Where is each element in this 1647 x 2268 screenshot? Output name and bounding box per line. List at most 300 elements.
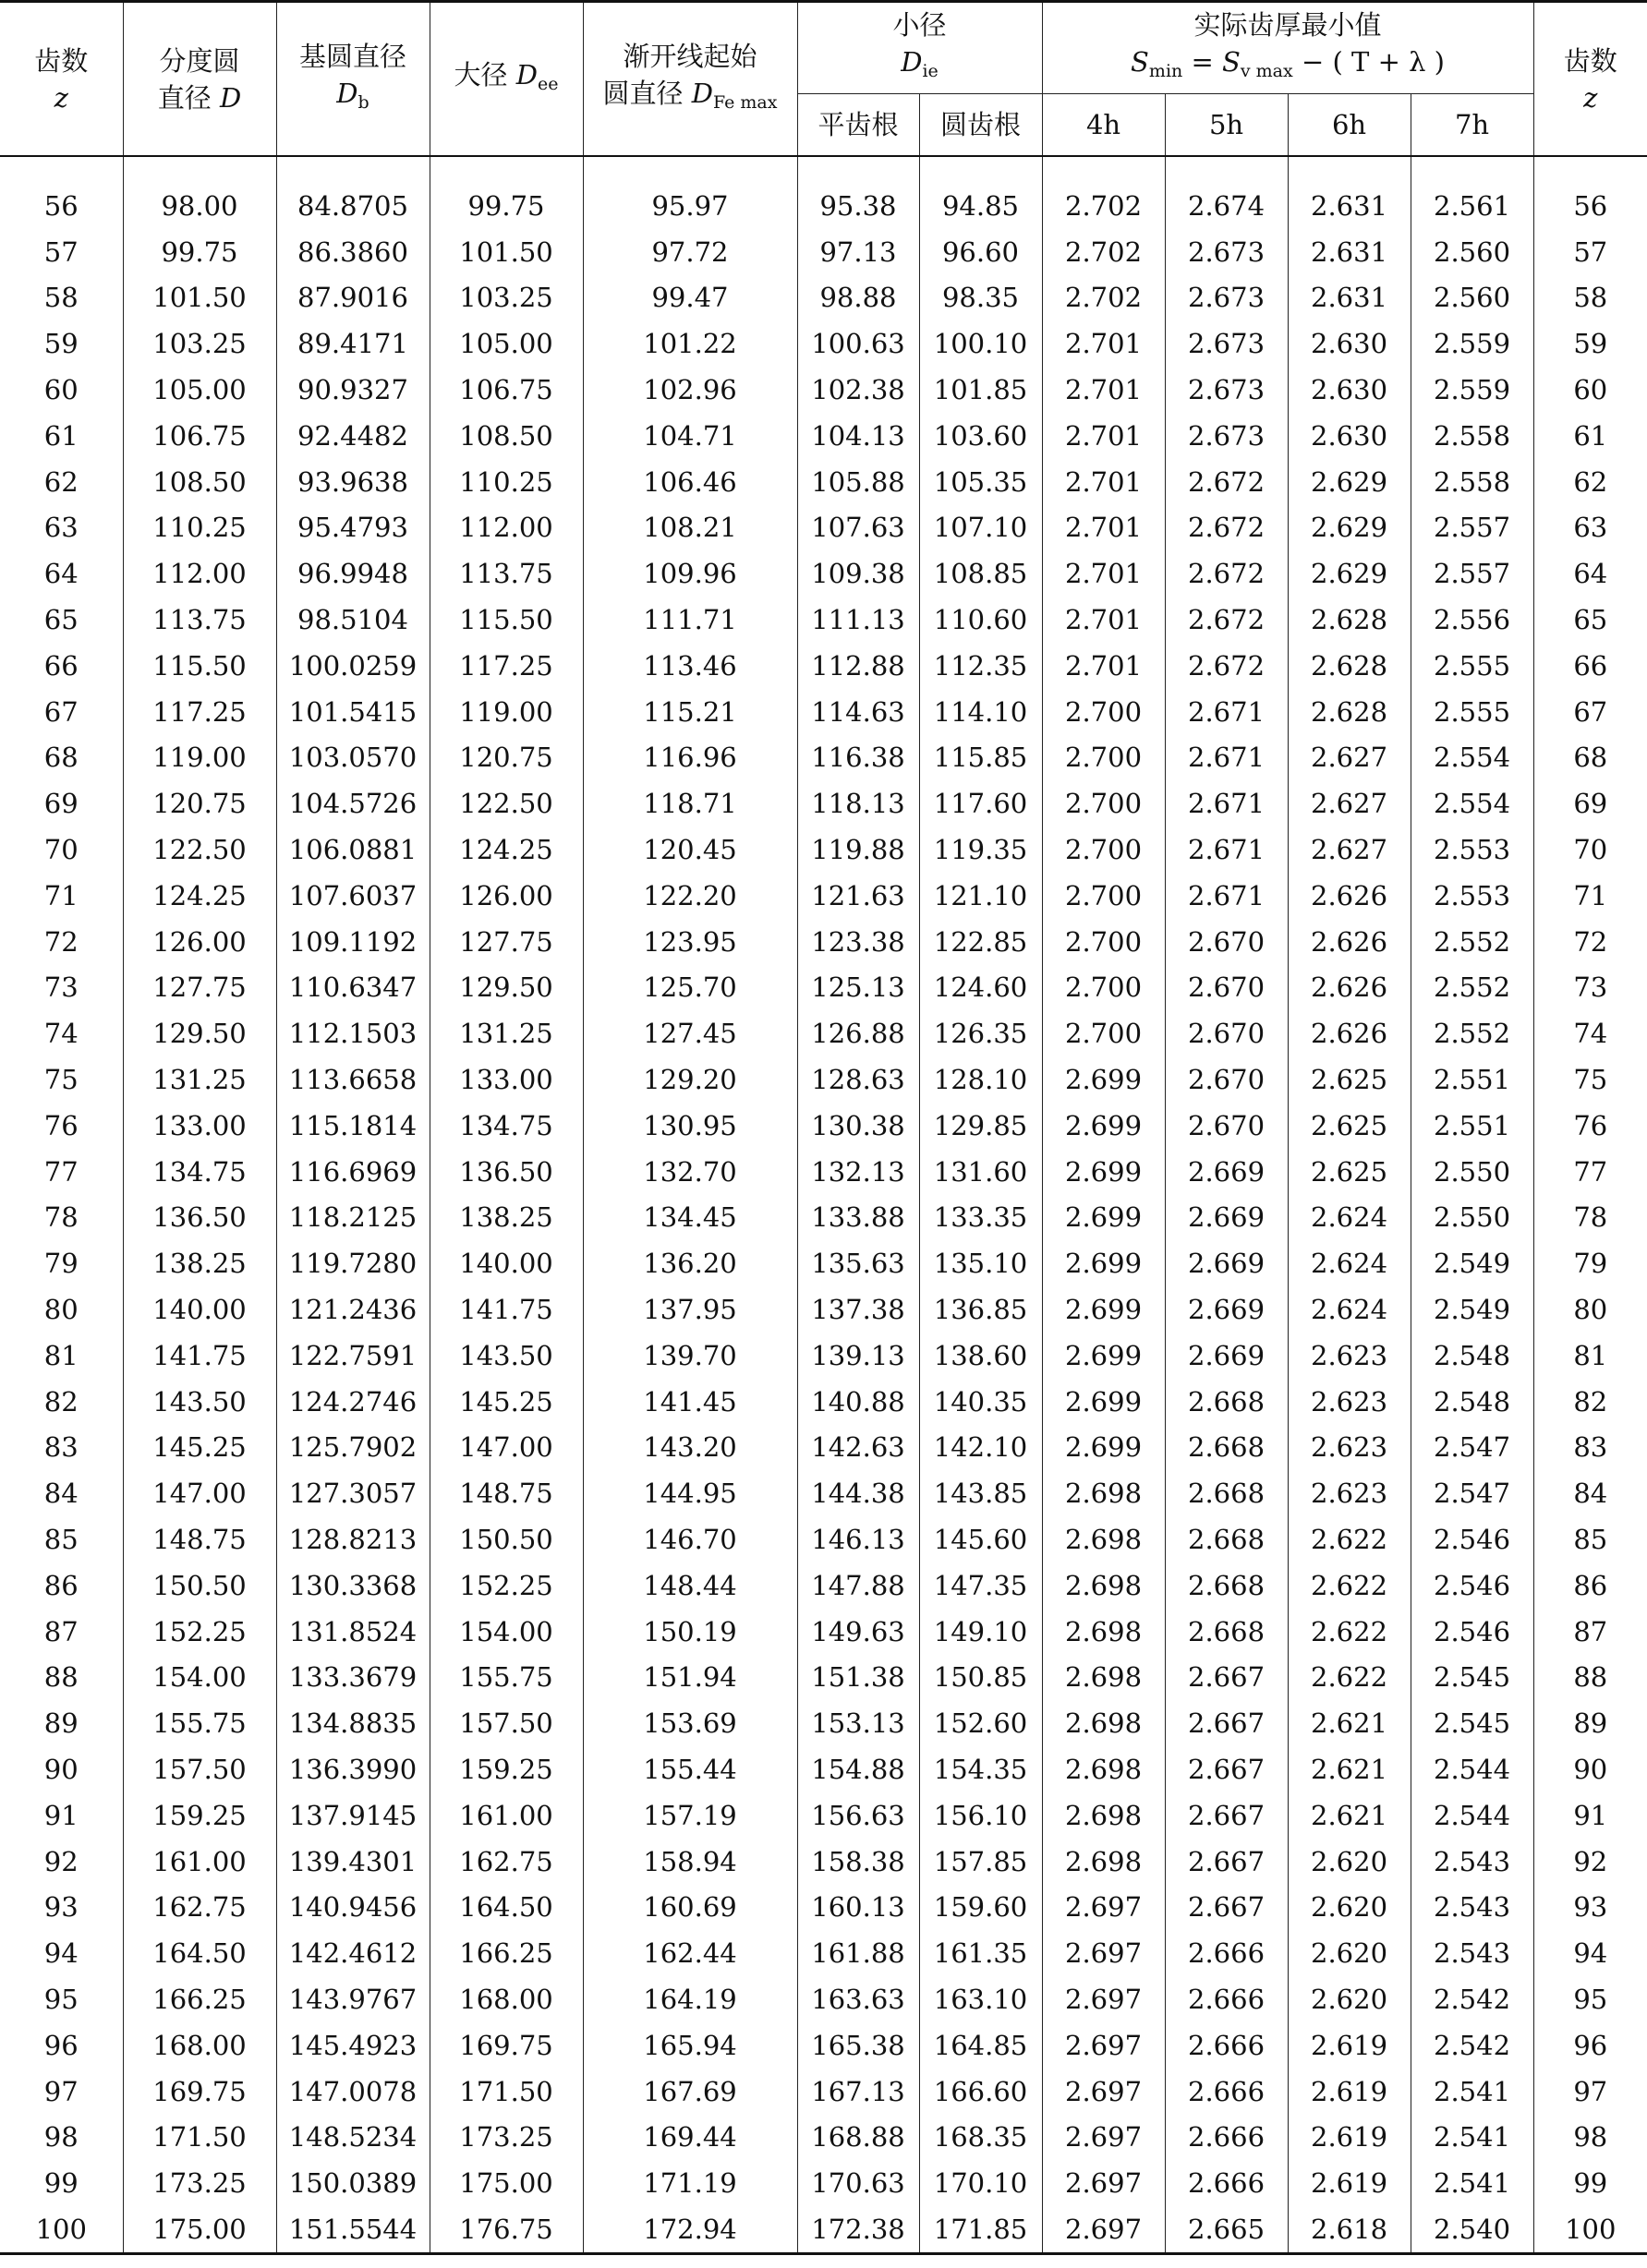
cell-min-thickness-7h: 2.560 [1411,229,1533,275]
cell-tooth-number-right: 67 [1533,689,1647,735]
header-grade-4h: 4h [1042,94,1165,157]
header-min-thickness-formula [1043,43,1533,90]
cell-major-diameter: 145.25 [430,1379,583,1425]
cell-pitch-diameter: 101.50 [123,275,276,321]
cell-pitch-diameter: 124.25 [123,873,276,919]
cell-base-diameter: 137.9145 [276,1792,430,1839]
cell-base-diameter: 133.3679 [276,1655,430,1701]
cell-tooth-number: 58 [43,282,79,314]
cell-min-thickness-6h: 2.629 [1288,459,1411,505]
cell-pitch-diameter: 127.75 [123,965,276,1011]
cell-minor-diameter-round-root: 131.60 [919,1149,1042,1195]
table-row [0,1195,1647,1241]
cell-min-thickness-6h: 2.628 [1288,689,1411,735]
cell-tooth-number-right: 83 [1533,1425,1647,1471]
cell-involute-start-diameter: 162.44 [583,1930,797,1976]
cell-min-thickness-6h: 2.629 [1288,505,1411,551]
cell-tooth-number-right: 94 [1533,1930,1647,1976]
header-min-thickness [1042,2,1533,94]
cell-min-thickness-6h: 2.625 [1288,1149,1411,1195]
cell-involute-start-diameter: 137.95 [583,1286,797,1333]
table-row [0,183,1647,229]
cell-major-diameter: 115.50 [430,597,583,643]
cell-min-thickness-5h: 2.673 [1165,275,1288,321]
cell-minor-diameter-round-root: 147.35 [919,1562,1042,1609]
cell-min-thickness-7h: 2.551 [1411,1056,1533,1103]
table-row [0,1562,1647,1609]
cell-involute-start-diameter: 146.70 [583,1516,797,1562]
cell-min-thickness-6h: 2.625 [1288,1056,1411,1103]
cell-min-thickness-6h: 2.622 [1288,1516,1411,1562]
cell-tooth-number: 69 [43,788,79,820]
cell-min-thickness-6h: 2.623 [1288,1425,1411,1471]
table-row [0,505,1647,551]
cell-tooth-number: 71 [43,879,79,911]
cell-min-thickness-5h: 2.666 [1165,2069,1288,2115]
header-tooth-number-right-symbol: z [1583,81,1598,114]
cell-minor-diameter-flat-root: 142.63 [797,1425,919,1471]
cell-tooth-number: 95 [43,1983,79,2015]
cell-minor-diameter-flat-root: 102.38 [797,367,919,413]
cell-involute-start-diameter: 132.70 [583,1149,797,1195]
cell-major-diameter: 124.25 [430,826,583,873]
cell-pitch-diameter: 143.50 [123,1379,276,1425]
cell-tooth-number: 94 [43,1937,79,1970]
cell-involute-start-diameter: 160.69 [583,1884,797,1930]
cell-involute-start-diameter: 108.21 [583,505,797,551]
cell-minor-diameter-flat-root: 126.88 [797,1010,919,1056]
cell-min-thickness-6h: 2.629 [1288,550,1411,597]
cell-minor-diameter-round-root: 115.85 [919,735,1042,781]
cell-tooth-number: 77 [43,1155,79,1188]
cell-min-thickness-4h: 2.697 [1042,2206,1165,2253]
cell-major-diameter: 110.25 [430,459,583,505]
cell-base-diameter: 136.3990 [276,1746,430,1792]
cell-major-diameter: 119.00 [430,689,583,735]
cell-min-thickness-6h: 2.620 [1288,1884,1411,1930]
cell-tooth-number: 87 [43,1615,79,1647]
cell-min-thickness-6h: 2.620 [1288,1839,1411,1885]
cell-major-diameter: 126.00 [430,873,583,919]
cell-tooth-number: 81 [43,1339,79,1371]
cell-tooth-number-right: 97 [1533,2069,1647,2115]
cell-min-thickness-4h: 2.701 [1042,459,1165,505]
table-row [0,1103,1647,1149]
table-row [0,1609,1647,1655]
cell-min-thickness-5h: 2.670 [1165,1103,1288,1149]
cell-min-thickness-7h: 2.551 [1411,1103,1533,1149]
table-row [0,2069,1647,2115]
cell-min-thickness-7h: 2.552 [1411,919,1533,965]
cell-pitch-diameter: 131.25 [123,1056,276,1103]
cell-base-diameter: 142.4612 [276,1930,430,1976]
table-row [0,2114,1647,2160]
header-pitch-diameter-symbol: D [219,81,242,114]
cell-pitch-diameter: 162.75 [123,1884,276,1930]
cell-min-thickness-5h: 2.669 [1165,1195,1288,1241]
cell-pitch-diameter: 171.50 [123,2114,276,2160]
cell-pitch-diameter: 110.25 [123,505,276,551]
cell-min-thickness-4h: 2.698 [1042,1655,1165,1701]
cell-base-diameter: 119.7280 [276,1240,430,1286]
cell-tooth-number: 62 [43,465,79,498]
table-row [0,459,1647,505]
cell-min-thickness-4h: 2.699 [1042,1425,1165,1471]
cell-tooth-number: 64 [43,558,79,590]
cell-tooth-number: 98 [43,2121,79,2153]
cell-minor-diameter-round-root: 133.35 [919,1195,1042,1241]
cell-major-diameter: 122.50 [430,780,583,826]
cell-tooth-number: 56 [43,189,79,222]
cell-major-diameter: 105.00 [430,320,583,367]
cell-tooth-number-right: 75 [1533,1056,1647,1103]
cell-minor-diameter-round-root: 126.35 [919,1010,1042,1056]
cell-min-thickness-6h: 2.618 [1288,2206,1411,2253]
cell-base-diameter: 103.0570 [276,735,430,781]
cell-major-diameter: 173.25 [430,2114,583,2160]
cell-involute-start-diameter: 153.69 [583,1700,797,1746]
cell-base-diameter: 151.5544 [276,2206,430,2253]
cell-involute-start-diameter: 106.46 [583,459,797,505]
cell-tooth-number-right: 81 [1533,1333,1647,1379]
cell-min-thickness-5h: 2.672 [1165,505,1288,551]
cell-base-diameter: 100.0259 [276,643,430,689]
cell-min-thickness-7h: 2.545 [1411,1700,1533,1746]
header-minor-diameter-subscript: ie [922,61,939,81]
cell-base-diameter: 130.3368 [276,1562,430,1609]
table-row [0,1470,1647,1516]
cell-involute-start-diameter: 157.19 [583,1792,797,1839]
cell-min-thickness-4h: 2.697 [1042,1976,1165,2022]
cell-min-thickness-5h: 2.667 [1165,1700,1288,1746]
cell-tooth-number: 92 [43,1845,79,1877]
table-row [0,1976,1647,2022]
cell-base-diameter: 95.4793 [276,505,430,551]
cell-min-thickness-5h: 2.674 [1165,183,1288,229]
cell-min-thickness-6h: 2.631 [1288,275,1411,321]
cell-involute-start-diameter: 169.44 [583,2114,797,2160]
cell-involute-start-diameter: 134.45 [583,1195,797,1241]
cell-involute-start-diameter: 164.19 [583,1976,797,2022]
cell-minor-diameter-round-root: 117.60 [919,780,1042,826]
cell-involute-start-diameter: 101.22 [583,320,797,367]
cell-min-thickness-6h: 2.621 [1288,1746,1411,1792]
cell-tooth-number: 85 [43,1524,79,1555]
cell-min-thickness-4h: 2.701 [1042,413,1165,459]
cell-minor-diameter-flat-root: 151.38 [797,1655,919,1701]
header-tooth-number [0,2,123,157]
cell-tooth-number-right: 80 [1533,1286,1647,1333]
cell-major-diameter: 154.00 [430,1609,583,1655]
cell-min-thickness-4h: 2.697 [1042,2022,1165,2069]
cell-minor-diameter-flat-root: 167.13 [797,2069,919,2115]
formula-sv-sub: v max [1240,61,1293,81]
cell-base-diameter: 127.3057 [276,1470,430,1516]
cell-minor-diameter-round-root: 150.85 [919,1655,1042,1701]
cell-pitch-diameter: 164.50 [123,1930,276,1976]
cell-min-thickness-4h: 2.698 [1042,1792,1165,1839]
header-involute-start-line2: 圆直径 [602,77,692,109]
cell-min-thickness-4h: 2.699 [1042,1286,1165,1333]
header-major-diameter-symbol: D [515,58,538,90]
cell-base-diameter: 145.4923 [276,2022,430,2069]
cell-min-thickness-7h: 2.548 [1411,1333,1533,1379]
cell-major-diameter: 140.00 [430,1240,583,1286]
cell-base-diameter: 124.2746 [276,1379,430,1425]
header-pitch-diameter-line2: 直径 [157,81,220,114]
cell-minor-diameter-flat-root: 156.63 [797,1792,919,1839]
cell-tooth-number-right: 60 [1533,367,1647,413]
cell-minor-diameter-round-root: 112.35 [919,643,1042,689]
cell-tooth-number-right: 69 [1533,780,1647,826]
cell-minor-diameter-flat-root: 130.38 [797,1103,919,1149]
cell-minor-diameter-round-root: 119.35 [919,826,1042,873]
cell-min-thickness-6h: 2.623 [1288,1333,1411,1379]
cell-tooth-number: 93 [43,1891,79,1924]
cell-min-thickness-5h: 2.671 [1165,780,1288,826]
spacer-row [0,156,1647,183]
cell-minor-diameter-flat-root: 112.88 [797,643,919,689]
cell-pitch-diameter: 154.00 [123,1655,276,1701]
cell-major-diameter: 134.75 [430,1103,583,1149]
cell-min-thickness-5h: 2.673 [1165,367,1288,413]
cell-minor-diameter-round-root: 163.10 [919,1976,1042,2022]
cell-min-thickness-4h: 2.700 [1042,826,1165,873]
header-tooth-number-label: 齿数 [34,44,89,77]
cell-min-thickness-4h: 2.699 [1042,1240,1165,1286]
cell-min-thickness-4h: 2.699 [1042,1379,1165,1425]
table-row [0,643,1647,689]
formula-eq: = [1182,46,1223,78]
cell-min-thickness-7h: 2.542 [1411,2022,1533,2069]
cell-tooth-number-right: 87 [1533,1609,1647,1655]
cell-min-thickness-5h: 2.670 [1165,1010,1288,1056]
table-row [0,1839,1647,1885]
cell-min-thickness-6h: 2.631 [1288,229,1411,275]
cell-minor-diameter-flat-root: 172.38 [797,2206,919,2253]
cell-min-thickness-6h: 2.628 [1288,643,1411,689]
cell-min-thickness-4h: 2.701 [1042,550,1165,597]
cell-min-thickness-5h: 2.666 [1165,2114,1288,2160]
cell-minor-diameter-flat-root: 107.63 [797,505,919,551]
cell-major-diameter: 147.00 [430,1425,583,1471]
header-grade-6h: 6h [1288,94,1411,157]
cell-min-thickness-5h: 2.667 [1165,1655,1288,1701]
cell-involute-start-diameter: 95.97 [583,183,797,229]
header-involute-start-subscript: Fe max [712,91,778,113]
cell-minor-diameter-round-root: 140.35 [919,1379,1042,1425]
cell-involute-start-diameter: 136.20 [583,1240,797,1286]
cell-min-thickness-5h: 2.667 [1165,1839,1288,1885]
cell-involute-start-diameter: 99.47 [583,275,797,321]
cell-minor-diameter-flat-root: 161.88 [797,1930,919,1976]
cell-involute-start-diameter: 130.95 [583,1103,797,1149]
cell-minor-diameter-flat-root: 153.13 [797,1700,919,1746]
cell-tooth-number: 78 [43,1201,79,1234]
cell-min-thickness-7h: 2.559 [1411,367,1533,413]
cell-min-thickness-4h: 2.701 [1042,597,1165,643]
cell-involute-start-diameter: 104.71 [583,413,797,459]
cell-base-diameter: 92.4482 [276,413,430,459]
cell-base-diameter: 147.0078 [276,2069,430,2115]
cell-min-thickness-7h: 2.544 [1411,1746,1533,1792]
cell-min-thickness-6h: 2.619 [1288,2022,1411,2069]
cell-pitch-diameter: 133.00 [123,1103,276,1149]
cell-pitch-diameter: 99.75 [123,229,276,275]
cell-involute-start-diameter: 129.20 [583,1056,797,1103]
table-row [0,1746,1647,1792]
cell-pitch-diameter: 134.75 [123,1149,276,1195]
cell-min-thickness-6h: 2.619 [1288,2069,1411,2115]
cell-major-diameter: 162.75 [430,1839,583,1885]
cell-minor-diameter-round-root: 149.10 [919,1609,1042,1655]
cell-minor-diameter-flat-root: 158.38 [797,1839,919,1885]
cell-min-thickness-7h: 2.541 [1411,2069,1533,2115]
cell-involute-start-diameter: 122.20 [583,873,797,919]
cell-tooth-number-right: 66 [1533,643,1647,689]
cell-tooth-number-right: 79 [1533,1240,1647,1286]
cell-min-thickness-5h: 2.665 [1165,2206,1288,2253]
cell-minor-diameter-flat-root: 160.13 [797,1884,919,1930]
cell-major-diameter: 103.25 [430,275,583,321]
cell-base-diameter: 90.9327 [276,367,430,413]
header-major-diameter [430,2,583,157]
header-grade-7h: 7h [1411,94,1533,157]
header-minor-diameter-symbol: D [901,46,923,78]
cell-min-thickness-6h: 2.627 [1288,780,1411,826]
cell-min-thickness-5h: 2.669 [1165,1240,1288,1286]
cell-involute-start-diameter: 165.94 [583,2022,797,2069]
cell-base-diameter: 93.9638 [276,459,430,505]
table-row [0,1700,1647,1746]
cell-tooth-number: 83 [43,1431,79,1464]
cell-min-thickness-7h: 2.555 [1411,643,1533,689]
table-body [0,156,1647,2253]
cell-tooth-number: 73 [43,971,79,1004]
cell-minor-diameter-round-root: 138.60 [919,1333,1042,1379]
cell-pitch-diameter: 136.50 [123,1195,276,1241]
cell-min-thickness-6h: 2.630 [1288,413,1411,459]
cell-min-thickness-7h: 2.541 [1411,2114,1533,2160]
cell-pitch-diameter: 159.25 [123,1792,276,1839]
cell-min-thickness-5h: 2.668 [1165,1562,1288,1609]
cell-min-thickness-6h: 2.623 [1288,1470,1411,1516]
cell-pitch-diameter: 161.00 [123,1839,276,1885]
cell-min-thickness-5h: 2.667 [1165,1746,1288,1792]
cell-base-diameter: 84.8705 [276,183,430,229]
table-row [0,1286,1647,1333]
cell-min-thickness-6h: 2.630 [1288,367,1411,413]
table-row [0,1930,1647,1976]
cell-minor-diameter-flat-root: 140.88 [797,1379,919,1425]
cell-min-thickness-4h: 2.697 [1042,2114,1165,2160]
cell-base-diameter: 140.9456 [276,1884,430,1930]
cell-min-thickness-7h: 2.546 [1411,1516,1533,1562]
cell-tooth-number: 86 [43,1569,79,1601]
cell-minor-diameter-round-root: 168.35 [919,2114,1042,2160]
cell-min-thickness-6h: 2.621 [1288,1700,1411,1746]
cell-base-diameter: 112.1503 [276,1010,430,1056]
cell-min-thickness-6h: 2.624 [1288,1195,1411,1241]
cell-minor-diameter-round-root: 152.60 [919,1700,1042,1746]
table-row [0,826,1647,873]
cell-minor-diameter-flat-root: 154.88 [797,1746,919,1792]
header-major-diameter-label: 大径 [454,58,516,90]
cell-min-thickness-5h: 2.668 [1165,1425,1288,1471]
cell-min-thickness-5h: 2.670 [1165,919,1288,965]
cell-pitch-diameter: 150.50 [123,1562,276,1609]
cell-major-diameter: 148.75 [430,1470,583,1516]
cell-min-thickness-7h: 2.560 [1411,275,1533,321]
cell-major-diameter: 164.50 [430,1884,583,1930]
cell-minor-diameter-round-root: 135.10 [919,1240,1042,1286]
formula-sv: S [1222,46,1241,78]
cell-min-thickness-7h: 2.546 [1411,1562,1533,1609]
cell-tooth-number-right: 58 [1533,275,1647,321]
cell-minor-diameter-flat-root: 98.88 [797,275,919,321]
cell-min-thickness-7h: 2.552 [1411,1010,1533,1056]
cell-tooth-number-right: 96 [1533,2022,1647,2069]
table-row [0,2022,1647,2069]
cell-tooth-number-right: 65 [1533,597,1647,643]
cell-tooth-number: 96 [43,2029,79,2061]
cell-tooth-number-right: 70 [1533,826,1647,873]
header-tooth-number-right [1533,2,1647,157]
cell-min-thickness-4h: 2.698 [1042,1470,1165,1516]
cell-base-diameter: 148.5234 [276,2114,430,2160]
cell-pitch-diameter: 168.00 [123,2022,276,2069]
cell-minor-diameter-round-root: 156.10 [919,1792,1042,1839]
cell-tooth-number-right: 92 [1533,1839,1647,1885]
cell-minor-diameter-flat-root: 149.63 [797,1609,919,1655]
cell-pitch-diameter: 119.00 [123,735,276,781]
cell-major-diameter: 159.25 [430,1746,583,1792]
cell-min-thickness-4h: 2.700 [1042,735,1165,781]
cell-base-diameter: 98.5104 [276,597,430,643]
header-flat-root: 平齿根 [797,94,919,157]
cell-min-thickness-4h: 2.699 [1042,1149,1165,1195]
cell-major-diameter: 155.75 [430,1655,583,1701]
table-row [0,780,1647,826]
cell-pitch-diameter: 152.25 [123,1609,276,1655]
cell-major-diameter: 166.25 [430,1930,583,1976]
table-row [0,320,1647,367]
table-row [0,2206,1647,2253]
cell-base-diameter: 87.9016 [276,275,430,321]
cell-involute-start-diameter: 158.94 [583,1839,797,1885]
cell-min-thickness-4h: 2.700 [1042,873,1165,919]
header-round-root: 圆齿根 [919,94,1042,157]
cell-min-thickness-4h: 2.697 [1042,1930,1165,1976]
table-row [0,1056,1647,1103]
cell-tooth-number-right: 91 [1533,1792,1647,1839]
cell-major-diameter: 175.00 [430,2160,583,2206]
cell-minor-diameter-round-root: 143.85 [919,1470,1042,1516]
table-row [0,1379,1647,1425]
table-row [0,550,1647,597]
table-row [0,1884,1647,1930]
table-row [0,413,1647,459]
table-row [0,2160,1647,2206]
cell-min-thickness-7h: 2.541 [1411,2160,1533,2206]
cell-minor-diameter-flat-root: 170.63 [797,2160,919,2206]
cell-minor-diameter-round-root: 124.60 [919,965,1042,1011]
cell-tooth-number-right: 76 [1533,1103,1647,1149]
cell-major-diameter: 101.50 [430,229,583,275]
cell-minor-diameter-flat-root: 116.38 [797,735,919,781]
cell-min-thickness-6h: 2.627 [1288,826,1411,873]
cell-minor-diameter-flat-root: 114.63 [797,689,919,735]
